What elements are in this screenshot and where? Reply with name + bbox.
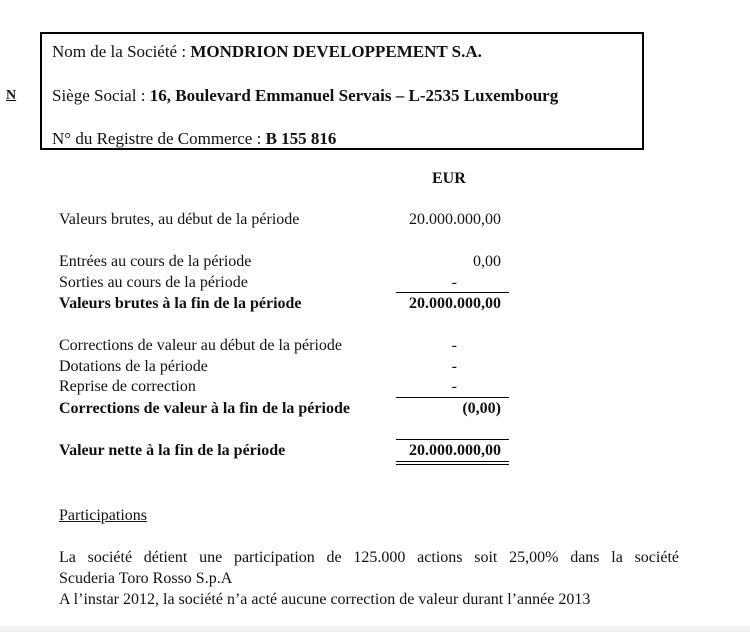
table-row bbox=[59, 378, 509, 398]
row-label: Sorties au cours de la période bbox=[59, 274, 248, 291]
participation-text-line-3: A l’instar 2012, la société n’a acté aucune correction de valeur durant l’année 2013 bbox=[59, 591, 591, 608]
row-label: Corrections de valeur à la fin de la période bbox=[59, 400, 350, 417]
row-amount: 20.000.000,00 bbox=[409, 442, 501, 459]
row-amount: 20.000.000,00 bbox=[409, 295, 501, 312]
row-label: Valeurs brutes, au début de la période bbox=[59, 211, 300, 228]
row-amount: - bbox=[451, 378, 457, 395]
table-row-total bbox=[59, 295, 509, 315]
table-row bbox=[59, 253, 509, 273]
row-label: Valeur nette à la fin de la période bbox=[59, 442, 286, 459]
table-row bbox=[59, 211, 509, 231]
registry-line bbox=[52, 129, 336, 149]
total-rule-top bbox=[396, 439, 509, 440]
company-info-box bbox=[40, 32, 644, 150]
table-row bbox=[59, 358, 509, 378]
table-row bbox=[59, 337, 509, 357]
company-name-line bbox=[52, 42, 482, 62]
row-amount: (0,00) bbox=[462, 400, 501, 417]
total-double-rule-1 bbox=[396, 461, 509, 462]
row-label: Valeurs brutes à la fin de la période bbox=[59, 295, 302, 312]
row-amount: - bbox=[451, 358, 457, 375]
section-title-participations: Participations bbox=[59, 507, 147, 524]
table-row-total bbox=[59, 400, 509, 420]
participation-text-line-2: Scuderia Toro Rosso S.p.A bbox=[59, 570, 233, 587]
company-name-value: MONDRION DEVELOPPEMENT S.A. bbox=[190, 42, 482, 61]
total-double-rule-2 bbox=[396, 464, 509, 465]
registered-office-label: Siège Social : bbox=[52, 86, 146, 105]
row-label: Dotations de la période bbox=[59, 358, 208, 375]
company-name-label: Nom de la Société : bbox=[52, 42, 187, 61]
row-amount: - bbox=[451, 274, 457, 291]
subtotal-rule bbox=[396, 292, 509, 293]
row-amount: - bbox=[451, 337, 457, 354]
row-label: Entrées au cours de la période bbox=[59, 253, 252, 270]
row-label: Reprise de correction bbox=[59, 378, 196, 395]
registered-office-line bbox=[52, 86, 558, 106]
page-bottom-edge bbox=[0, 626, 750, 632]
currency-header: EUR bbox=[432, 170, 466, 187]
row-amount: 0,00 bbox=[473, 253, 501, 270]
margin-mark: N bbox=[6, 88, 17, 103]
table-row-net-total bbox=[59, 442, 509, 462]
row-label: Corrections de valeur au début de la période bbox=[59, 337, 342, 354]
participation-text-line-1: La société détient une participation de 125.000 actions soit 25,00% dans la société bbox=[59, 549, 679, 566]
table-row bbox=[59, 274, 509, 294]
subtotal-rule bbox=[396, 397, 509, 398]
registered-office-value: 16, Boulevard Emmanuel Servais – L-2535 Luxembourg bbox=[149, 86, 559, 105]
registry-value: B 155 816 bbox=[265, 129, 337, 148]
registry-label: N° du Registre de Commerce : bbox=[52, 129, 262, 148]
row-amount: 20.000.000,00 bbox=[409, 211, 501, 228]
